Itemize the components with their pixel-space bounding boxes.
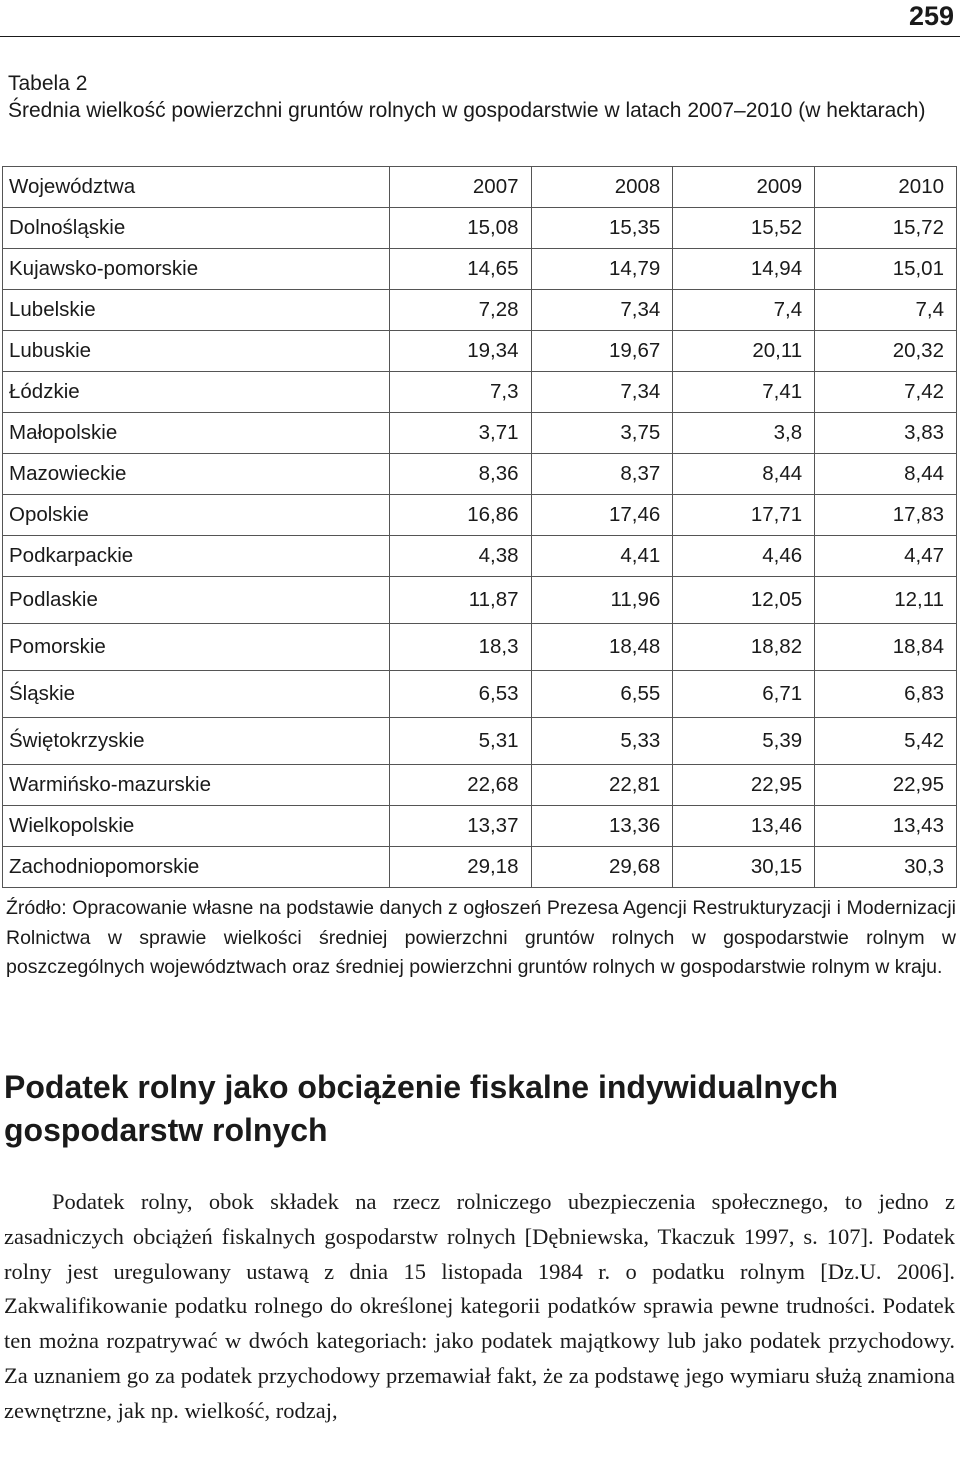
value-cell: 3,83 bbox=[815, 413, 957, 454]
value-cell: 8,44 bbox=[815, 454, 957, 495]
value-cell: 15,52 bbox=[673, 208, 815, 249]
region-cell: Warmińsko-mazurskie bbox=[3, 765, 390, 806]
region-cell: Dolnośląskie bbox=[3, 208, 390, 249]
value-cell: 18,84 bbox=[815, 624, 957, 671]
value-cell: 6,71 bbox=[673, 671, 815, 718]
table-row bbox=[3, 671, 957, 718]
table-row bbox=[3, 495, 957, 536]
value-cell: 30,15 bbox=[673, 847, 815, 888]
value-cell: 15,01 bbox=[815, 249, 957, 290]
table-row bbox=[3, 413, 957, 454]
table-row bbox=[3, 624, 957, 671]
value-cell: 5,33 bbox=[531, 718, 673, 765]
region-cell: Mazowieckie bbox=[3, 454, 390, 495]
table-title: Średnia wielkość powierzchni gruntów rolnych w gospodarstwie w latach 2007–2010 (w hektarach) bbox=[8, 99, 926, 122]
value-cell: 20,11 bbox=[673, 331, 815, 372]
table-header-cell: 2008 bbox=[531, 167, 673, 208]
value-cell: 4,41 bbox=[531, 536, 673, 577]
value-cell: 7,34 bbox=[531, 372, 673, 413]
table-row bbox=[3, 577, 957, 624]
region-cell: Lubuskie bbox=[3, 331, 390, 372]
data-table bbox=[2, 166, 957, 888]
table-row bbox=[3, 765, 957, 806]
region-cell: Kujawsko-pomorskie bbox=[3, 249, 390, 290]
value-cell: 22,95 bbox=[815, 765, 957, 806]
body-paragraph: Podatek rolny, obok składek na rzecz rolniczego ubezpieczenia społecznego, to jedno z zasadniczych obciążeń fiskalnych gospodarstw rolnych [Dębniewska, Tkaczuk 1997, s. 107]. Podatek rolny jest uregulowany ustawą z dnia 15 listopada 1984 r. o podatku rolnym [Dz.U. 2006]. Zakwalifikowanie podatku rolnego do określonej kategorii podatków sprawia pewne trudności. Podatek ten można rozpatrywać w dwóch kategoriach: jako podatek majątkowy lub jako podatek przychodowy. Za uznaniem go za podatek przychodowy przemawiał fakt, że za podstawę jego wymiaru służą znamiona zewnętrzne, jak np. wielkość, rodzaj, bbox=[4, 1189, 955, 1423]
value-cell: 7,41 bbox=[673, 372, 815, 413]
value-cell: 11,96 bbox=[531, 577, 673, 624]
region-cell: Zachodniopomorskie bbox=[3, 847, 390, 888]
table-row bbox=[3, 290, 957, 331]
value-cell: 3,71 bbox=[389, 413, 531, 454]
value-cell: 11,87 bbox=[389, 577, 531, 624]
value-cell: 6,55 bbox=[531, 671, 673, 718]
table-row bbox=[3, 331, 957, 372]
value-cell: 5,39 bbox=[673, 718, 815, 765]
value-cell: 15,72 bbox=[815, 208, 957, 249]
table-row bbox=[3, 536, 957, 577]
value-cell: 17,46 bbox=[531, 495, 673, 536]
table-header-row bbox=[3, 167, 957, 208]
value-cell: 13,37 bbox=[389, 806, 531, 847]
value-cell: 7,3 bbox=[389, 372, 531, 413]
value-cell: 30,3 bbox=[815, 847, 957, 888]
value-cell: 6,53 bbox=[389, 671, 531, 718]
value-cell: 14,65 bbox=[389, 249, 531, 290]
value-cell: 18,82 bbox=[673, 624, 815, 671]
value-cell: 13,36 bbox=[531, 806, 673, 847]
table-row bbox=[3, 806, 957, 847]
value-cell: 19,67 bbox=[531, 331, 673, 372]
table-row bbox=[3, 847, 957, 888]
value-cell: 4,47 bbox=[815, 536, 957, 577]
region-cell: Podlaskie bbox=[3, 577, 390, 624]
table-row bbox=[3, 718, 957, 765]
value-cell: 18,3 bbox=[389, 624, 531, 671]
table-row bbox=[3, 208, 957, 249]
section-title: Podatek rolny jako obciążenie fiskalne indywidualnych gospodarstw rolnych bbox=[4, 1069, 839, 1148]
value-cell: 5,42 bbox=[815, 718, 957, 765]
region-cell: Łódzkie bbox=[3, 372, 390, 413]
region-cell: Świętokrzyskie bbox=[3, 718, 390, 765]
region-cell: Podkarpackie bbox=[3, 536, 390, 577]
table-header-cell: 2007 bbox=[389, 167, 531, 208]
value-cell: 6,83 bbox=[815, 671, 957, 718]
value-cell: 20,32 bbox=[815, 331, 957, 372]
value-cell: 17,71 bbox=[673, 495, 815, 536]
value-cell: 17,83 bbox=[815, 495, 957, 536]
value-cell: 22,68 bbox=[389, 765, 531, 806]
table-label: Tabela 2 bbox=[8, 72, 88, 95]
value-cell: 13,46 bbox=[673, 806, 815, 847]
value-cell: 7,28 bbox=[389, 290, 531, 331]
value-cell: 8,36 bbox=[389, 454, 531, 495]
page-number: 259 bbox=[908, 1, 954, 31]
value-cell: 22,95 bbox=[673, 765, 815, 806]
value-cell: 3,75 bbox=[531, 413, 673, 454]
value-cell: 15,35 bbox=[531, 208, 673, 249]
value-cell: 7,4 bbox=[673, 290, 815, 331]
value-cell: 12,11 bbox=[815, 577, 957, 624]
value-cell: 14,79 bbox=[531, 249, 673, 290]
value-cell: 4,46 bbox=[673, 536, 815, 577]
value-cell: 8,37 bbox=[531, 454, 673, 495]
value-cell: 29,18 bbox=[389, 847, 531, 888]
region-cell: Opolskie bbox=[3, 495, 390, 536]
value-cell: 29,68 bbox=[531, 847, 673, 888]
value-cell: 13,43 bbox=[815, 806, 957, 847]
region-cell: Małopolskie bbox=[3, 413, 390, 454]
value-cell: 12,05 bbox=[673, 577, 815, 624]
value-cell: 18,48 bbox=[531, 624, 673, 671]
table-header-cell: Województwa bbox=[3, 167, 390, 208]
table-row bbox=[3, 454, 957, 495]
value-cell: 3,8 bbox=[673, 413, 815, 454]
table-caption bbox=[8, 70, 958, 124]
table-header-cell: 2010 bbox=[815, 167, 957, 208]
value-cell: 16,86 bbox=[389, 495, 531, 536]
value-cell: 7,34 bbox=[531, 290, 673, 331]
table-row bbox=[3, 372, 957, 413]
value-cell: 7,42 bbox=[815, 372, 957, 413]
value-cell: 14,94 bbox=[673, 249, 815, 290]
value-cell: 19,34 bbox=[389, 331, 531, 372]
table-row bbox=[3, 249, 957, 290]
value-cell: 15,08 bbox=[389, 208, 531, 249]
value-cell: 8,44 bbox=[673, 454, 815, 495]
table-header-cell: 2009 bbox=[673, 167, 815, 208]
header-rule bbox=[0, 36, 960, 37]
value-cell: 5,31 bbox=[389, 718, 531, 765]
value-cell: 22,81 bbox=[531, 765, 673, 806]
value-cell: 7,4 bbox=[815, 290, 957, 331]
source-note: Źródło: Opracowanie własne na podstawie danych z ogłoszeń Prezesa Agencji Restrukturyzacji i Modernizacji Rolnictwa w sprawie wielkości średniej powierzchni gruntów rolnych w gospodarstwie rolnym w poszczególnych województwach oraz średniej powierzchni gruntów rolnych w gospodarstwie rolnym w kraju. bbox=[6, 897, 956, 978]
region-cell: Śląskie bbox=[3, 671, 390, 718]
value-cell: 4,38 bbox=[389, 536, 531, 577]
region-cell: Wielkopolskie bbox=[3, 806, 390, 847]
region-cell: Pomorskie bbox=[3, 624, 390, 671]
region-cell: Lubelskie bbox=[3, 290, 390, 331]
